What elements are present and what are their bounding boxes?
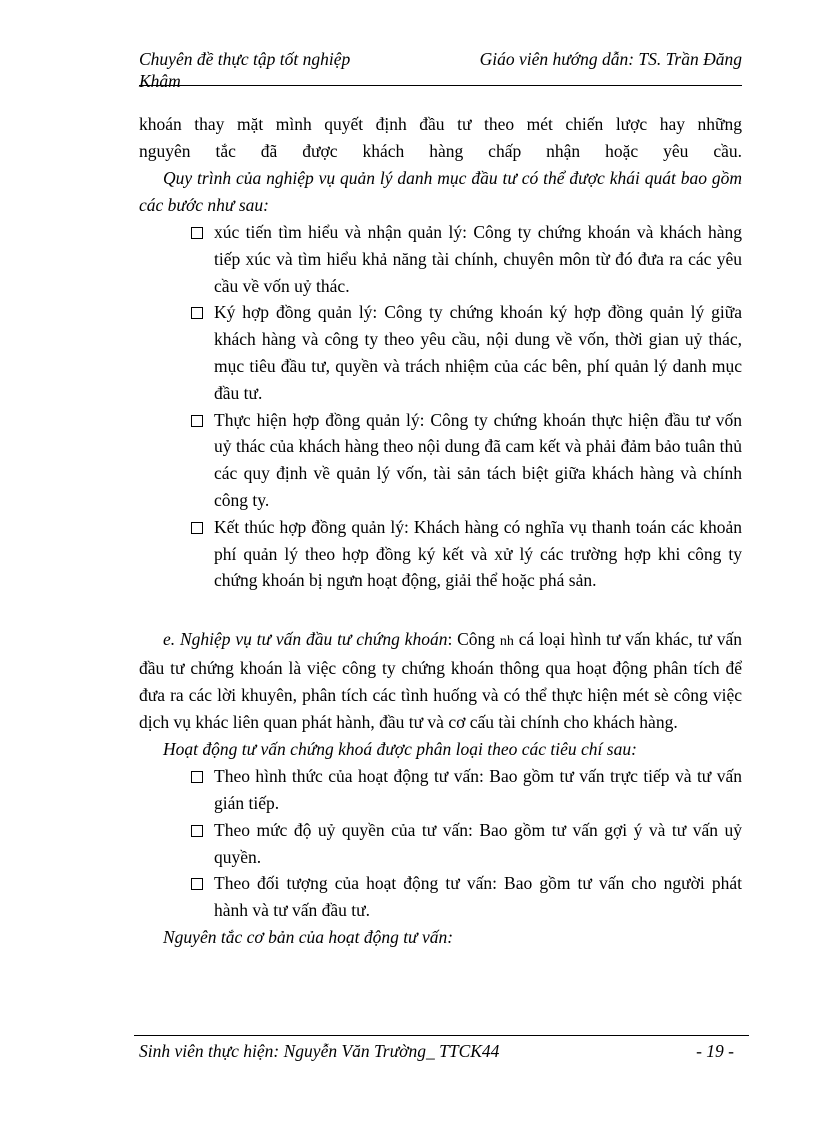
footer-author: Sinh viên thực hiện: Nguyễn Văn Trường_ TTCK44 [139, 1041, 500, 1061]
section-e-rest-line-1: cá loại hình tư vấn [518, 629, 651, 650]
checkbox-bullet-icon [191, 878, 203, 890]
section-e-nh: nh [499, 634, 514, 650]
process-intro: Quy trình của nghiệp vụ quản lý danh mục đầu tư có thể được khái quát bao gồm các bước như sau: [139, 168, 742, 215]
header-rule [139, 85, 742, 86]
classification-intro: Hoạt động tư vấn chứng khoá được phân loại theo các tiêu chí sau: [163, 739, 637, 760]
section-e-heading: e. Nghiệp vụ tư vấn đầu tư chứng khoán [163, 629, 448, 650]
checkbox-bullet-icon [191, 522, 203, 534]
list-item [139, 870, 742, 924]
header-wrap: Khâm [139, 71, 181, 91]
intro-line-1: khoán thay mặt mình quyết định đầu tư theo mét chiến lược hay những [139, 114, 742, 134]
checkbox-bullet-icon [191, 771, 203, 783]
checkbox-bullet-icon [191, 227, 203, 239]
checkbox-bullet-icon [191, 307, 203, 319]
classification-list [139, 763, 742, 924]
list-item [139, 514, 742, 594]
list-item-text: Kết thúc hợp đồng quản lý: Khách hàng có nghĩa vụ thanh toán các khoản phí quản lý theo hợp đồng ký kết và xử lý các trường hợp khi công ty chứng khoán bị ngưn hoạt động, giải thể hoặc phá sản. [214, 516, 742, 591]
checkbox-bullet-icon [191, 825, 203, 837]
list-item [139, 407, 742, 514]
page-number: - 19 - [696, 1041, 734, 1061]
checkbox-bullet-icon [191, 415, 203, 427]
list-item-text: xúc tiến tìm hiểu và nhận quản lý: Công ty chứng khoán và khách hàng tiếp xúc và tìm hiểu khả năng tài chính, chuyên môn từ đó đưa ra các yêu cầu về vốn uỷ thác. [214, 222, 742, 296]
list-item-text: Theo mức độ uỷ quyền của tư vấn: Bao gồm tư vấn gợi ý và tư vấn uỷ quyền. [214, 819, 742, 867]
section-e-lead: : Công [447, 629, 496, 650]
list-item-text: Thực hiện hợp đồng quản lý: Công ty chứng khoán thực hiện đầu tư vốn uỷ thác của khách hàng theo nội dung đã cam kết và phải đảm bảo tuân thủ các quy định về quản lý vốn, tài sản tách biệt giữa khách hàng và chính công ty. [214, 409, 742, 510]
section-e-rest: khác, tư vấn đầu tư chứng khoán là việc công ty chứng khoán thông qua hoạt động phân tích để đưa ra các lời khuyên, phân tích các tình huống và có thể thực hiện mét sè công việc dịch vụ khác liên quan phát hành, đầu tư và cơ cấu tài chính cho khách hàng. [139, 629, 743, 733]
header-right: Giáo viên hướng dẫn: TS. Trần Đăng [479, 49, 742, 69]
list-item-text: Theo đối tượng của hoạt động tư vấn: Bao gồm tư vấn cho người phát hành và tư vấn đầu tư. [214, 873, 742, 921]
footer-rule [134, 1035, 749, 1036]
list-item [139, 219, 742, 299]
list-item-text: Ký hợp đồng quản lý: Công ty chứng khoán ký hợp đồng quản lý giữa khách hàng và công ty theo yêu cầu, nội dung về vốn, thời gian uỷ thác, mục tiêu đầu tư, quyền và trách nhiệm của các bên, phí quản lý danh mục đầu tư. [214, 302, 742, 403]
document-body [139, 111, 742, 951]
list-item-text: Theo hình thức của hoạt động tư vấn: Bao gồm tư vấn trực tiếp và tư vấn gián tiếp. [214, 766, 742, 813]
process-steps [139, 219, 742, 594]
principles-heading: Nguyên tắc cơ bản của hoạt động tư vấn: [163, 926, 454, 947]
header-left: Chuyên đề thực tập tốt nghiệp [139, 49, 351, 69]
section-e-paragraph [139, 626, 742, 736]
list-item [139, 763, 742, 817]
list-item [139, 299, 742, 406]
list-item [139, 817, 742, 871]
intro-line-2: nguyên tắc đã được khách hàng chấp nhận hoặc yêu cầu. [139, 141, 742, 161]
